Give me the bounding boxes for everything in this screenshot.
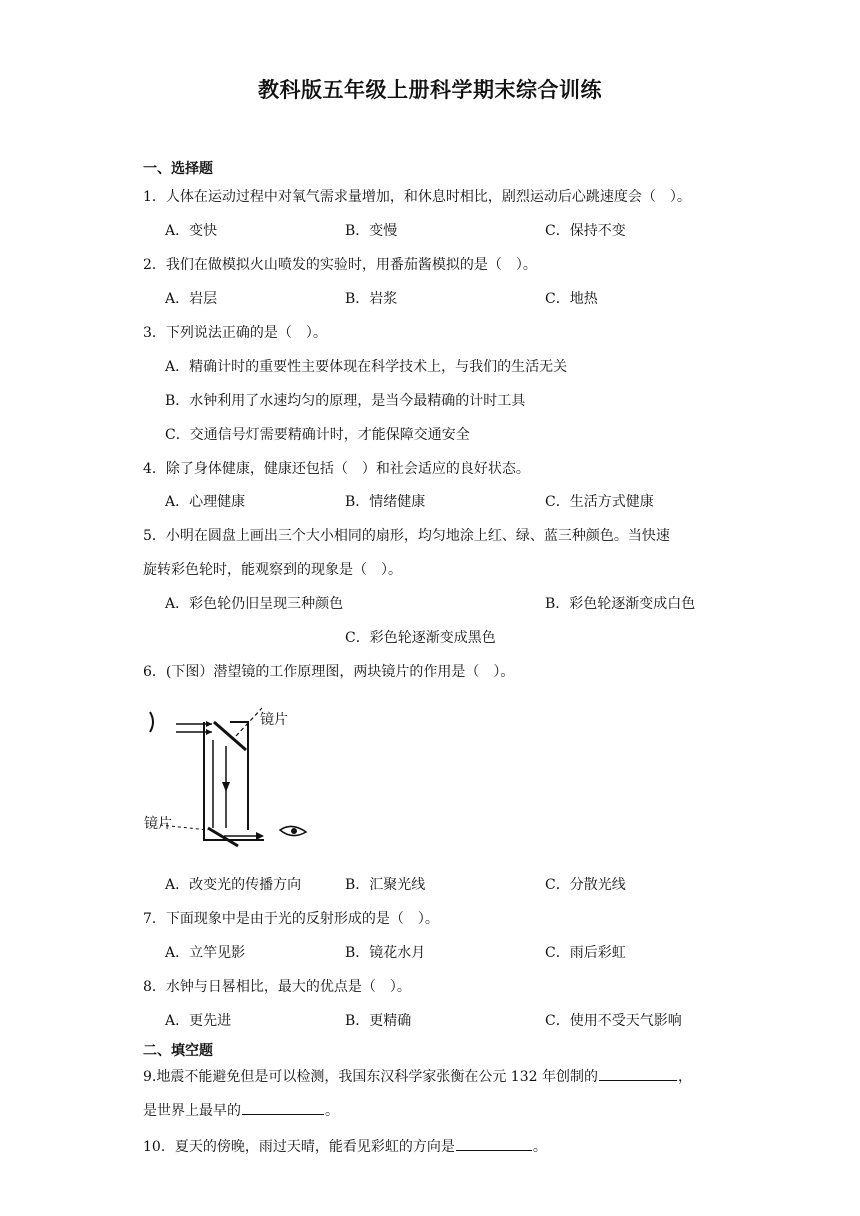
q3-option-a[interactable]: A．精确计时的重要性主要体现在科学技术上，与我们的生活无关 xyxy=(165,359,568,375)
question-9-line-2 xyxy=(143,1100,339,1120)
page-title: 教科版五年级上册科学期末综合训练 xyxy=(258,78,602,102)
question-4: 4．除了身体健康，健康还包括（ ）和社会适应的良好状态。 xyxy=(143,461,530,477)
periscope-diagram xyxy=(140,700,330,860)
q7-option-a[interactable]: A．立竿见影 xyxy=(165,945,246,961)
q9-text-2: ， xyxy=(677,1069,692,1085)
section-fill-heading: 二、填空题 xyxy=(143,1043,213,1059)
q8-option-c[interactable]: C．使用不受天气影响 xyxy=(545,1013,682,1029)
q10-text-2: 。 xyxy=(532,1139,547,1155)
q5-option-b[interactable]: B．彩色轮逐渐变成白色 xyxy=(545,596,696,612)
q10-blank-1[interactable] xyxy=(456,1136,532,1151)
q8-option-b[interactable]: B．更精确 xyxy=(345,1013,412,1029)
question-2: 2．我们在做模拟火山喷发的实验时，用番茄酱模拟的是（ ）。 xyxy=(143,257,537,273)
question-9-line-1 xyxy=(143,1066,692,1086)
q2-option-a[interactable]: A．岩层 xyxy=(165,291,218,307)
q6-option-b[interactable]: B．汇聚光线 xyxy=(345,877,426,893)
q10-text-1: 10．夏天的傍晚，雨过天晴，能看见彩虹的方向是 xyxy=(143,1139,455,1155)
q1-option-a[interactable]: A．变快 xyxy=(165,223,218,239)
question-3: 3．下列说法正确的是（ ）。 xyxy=(143,325,327,341)
q3-option-b[interactable]: B．水钟利用了水速均匀的原理，是当今最精确的计时工具 xyxy=(165,393,526,409)
question-5-line-2: 旋转彩色轮时，能观察到的现象是（ ）。 xyxy=(143,562,402,578)
q8-option-a[interactable]: A．更先进 xyxy=(165,1013,232,1029)
q3-option-c[interactable]: C．交通信号灯需要精确计时，才能保障交通安全 xyxy=(165,427,470,443)
question-10 xyxy=(143,1136,547,1156)
q5-option-a[interactable]: A．彩色轮仍旧呈现三种颜色 xyxy=(165,596,344,612)
q9-text-1: 9.地震不能避免但是可以检测，我国东汉科学家张衡在公元 132 年创制的 xyxy=(143,1069,598,1085)
q9-blank-2[interactable] xyxy=(242,1100,324,1115)
q1-option-b[interactable]: B．变慢 xyxy=(345,223,398,239)
q2-option-c[interactable]: C．地热 xyxy=(545,291,598,307)
q9-blank-1[interactable] xyxy=(599,1066,677,1081)
q6-option-a[interactable]: A．改变光的传播方向 xyxy=(165,877,302,893)
question-7: 7．下面现象中是由于光的反射形成的是（ ）。 xyxy=(143,911,439,927)
q7-option-b[interactable]: B．镜花水月 xyxy=(345,945,426,961)
q6-option-c[interactable]: C．分散光线 xyxy=(545,877,626,893)
question-5-line-1: 5．小明在圆盘上画出三个大小相同的扇形，均匀地涂上红、绿、蓝三种颜色。当快速 xyxy=(143,528,670,544)
q5-option-c[interactable]: C．彩色轮逐渐变成黑色 xyxy=(345,630,496,646)
q9-text-3: 是世界上最早的 xyxy=(143,1103,241,1119)
q9-text-4: 。 xyxy=(325,1103,339,1119)
q4-option-b[interactable]: B．情绪健康 xyxy=(345,494,426,510)
diagram-label-bottom-mirror: 镜片 xyxy=(144,816,172,832)
q7-option-c[interactable]: C．雨后彩虹 xyxy=(545,945,626,961)
question-6: 6．(下图）潜望镜的工作原理图，两块镜片的作用是（ ）。 xyxy=(143,664,515,680)
question-1: 1．人体在运动过程中对氧气需求量增加，和休息时相比，剧烈运动后心跳速度会（ ）。 xyxy=(143,189,691,205)
diagram-label-top-mirror: 镜片 xyxy=(260,712,288,728)
q2-option-b[interactable]: B．岩浆 xyxy=(345,291,398,307)
section-choice-heading: 一、选择题 xyxy=(143,161,213,177)
question-8: 8．水钟与日晷相比，最大的优点是（ ）。 xyxy=(143,979,411,995)
q4-option-c[interactable]: C．生活方式健康 xyxy=(545,494,654,510)
q4-option-a[interactable]: A．心理健康 xyxy=(165,494,246,510)
q1-option-c[interactable]: C．保持不变 xyxy=(545,223,626,239)
